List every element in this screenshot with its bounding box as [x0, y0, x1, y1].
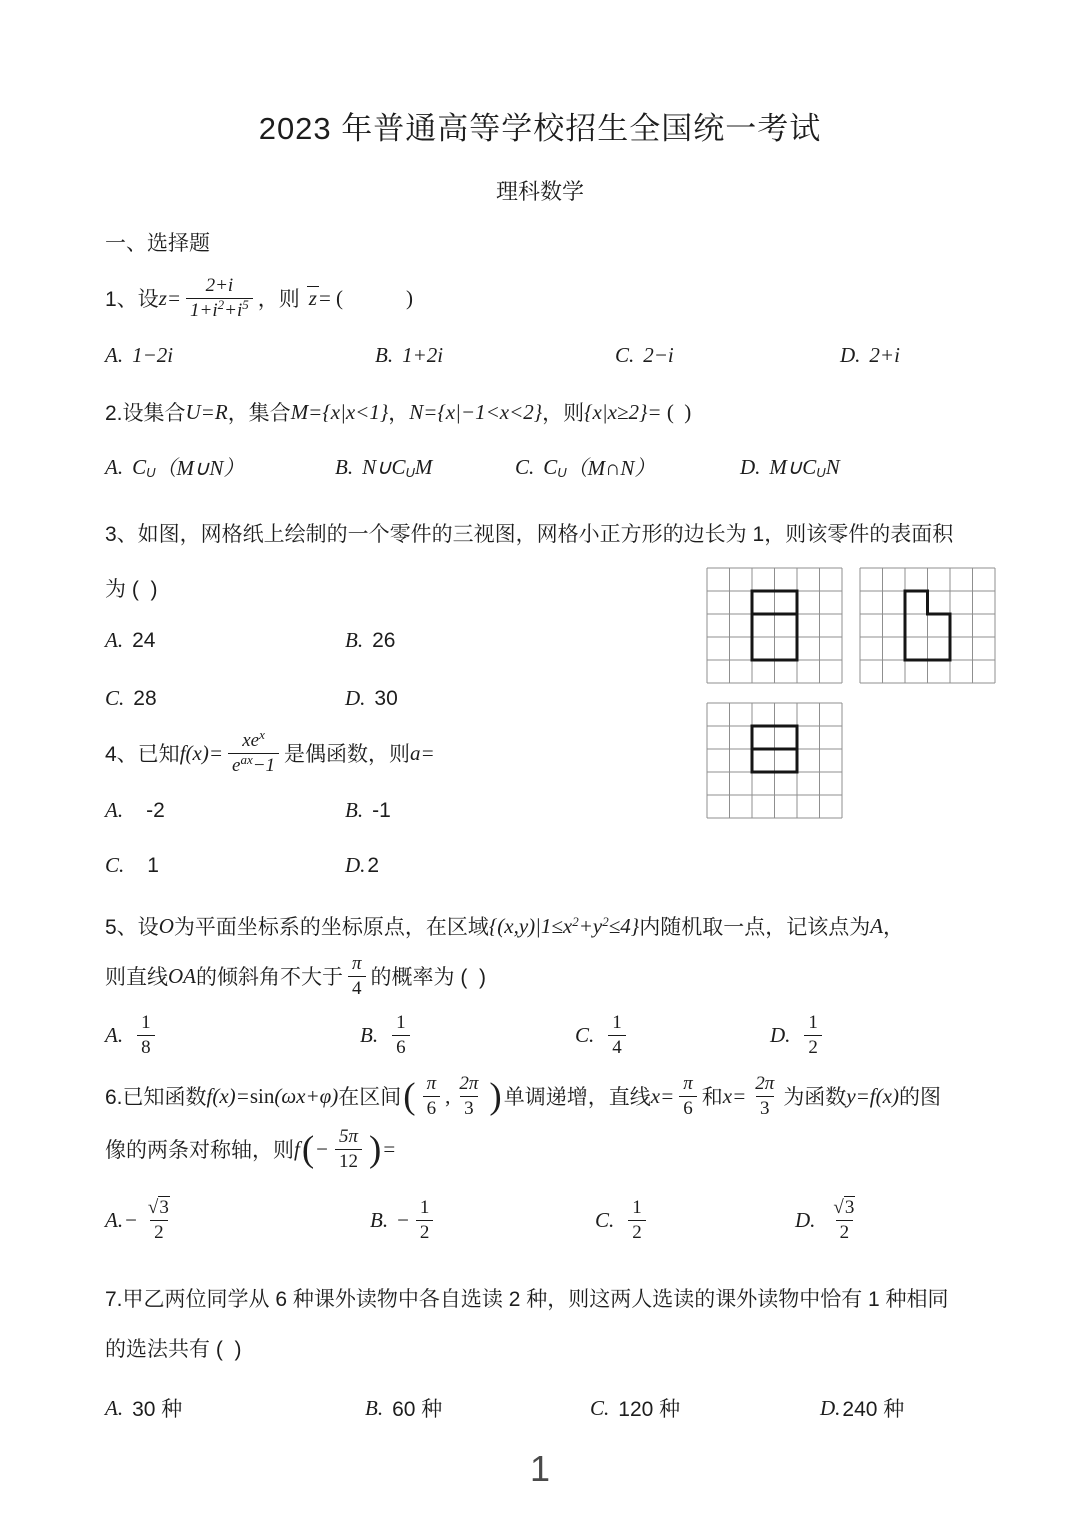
q1-z-conjugate: z: [308, 286, 317, 311]
q1-answer-blank: = ( ): [318, 285, 414, 310]
q4-num-exp: x: [259, 727, 265, 743]
q6-option-a-label: A.: [105, 1207, 124, 1232]
q3-option-b: [345, 628, 1020, 653]
q1-mid-text: ，则: [257, 288, 300, 311]
q1-option-a: [105, 343, 375, 368]
q6-option-b-den: 2: [416, 1220, 434, 1243]
q3-option-a-label: A.: [105, 628, 124, 652]
q7-option-b-value: 60 种: [392, 1398, 443, 1421]
q5-option-b: [360, 1012, 575, 1058]
q5-option-c-num: 1: [612, 1012, 622, 1034]
q4-option-d-value: 2: [367, 853, 380, 877]
q5-option-c-label: C.: [575, 1022, 595, 1047]
q4-option-b-label: B.: [345, 798, 364, 822]
q6-frac-2pi3: [751, 1073, 778, 1119]
q2-option-d: [740, 455, 1020, 480]
q2-text-4: ，则: [542, 402, 585, 425]
q6-x-equals-2: x=: [722, 1083, 747, 1108]
q2-option-a-pre: C: [132, 454, 147, 479]
q1-fraction-denominator: [186, 298, 253, 321]
q5-option-c-den: 4: [608, 1035, 626, 1058]
question-3-options-row1: [105, 628, 1020, 652]
q6-equals: =: [383, 1136, 396, 1161]
q5-option-b-num: 1: [396, 1012, 406, 1034]
q1-option-c: [615, 343, 840, 368]
q2-math-4: {x|x≥2}=: [584, 399, 662, 424]
q5-option-d: [770, 1012, 1020, 1058]
q1-option-d-value: 2+i: [869, 343, 900, 367]
q2-option-d-post: N: [825, 454, 840, 479]
q1-option-a-value: 1−2i: [132, 343, 174, 367]
q3-option-a-value: 24: [132, 628, 156, 652]
q5-option-b-den: 6: [392, 1035, 410, 1058]
q2-option-d-sub: U: [816, 464, 826, 480]
q4-den-base: e: [232, 754, 241, 776]
q6-y-equals-fx: y=f(x): [846, 1083, 899, 1108]
q5-text-5: 则直线: [105, 966, 168, 989]
q5-pi-over-4: [348, 953, 366, 999]
q6-minus-sign: −: [316, 1136, 329, 1161]
q2-math-3: N={x|−1<x<2}: [409, 399, 543, 424]
q1-fraction-numerator: 2+i: [205, 275, 234, 297]
q1-den-exp2: 5: [242, 296, 249, 312]
q1-option-a-label: A.: [105, 343, 124, 367]
q4-option-c-value: 1: [147, 853, 159, 877]
q2-option-b-post: M: [414, 454, 433, 479]
q6-option-b-frac: [416, 1197, 434, 1243]
q5-option-b-label: B.: [360, 1022, 379, 1047]
q5-option-a-num: 1: [141, 1012, 151, 1034]
q6-option-b-num: 1: [419, 1197, 430, 1219]
q6-if2-den: 3: [460, 1096, 478, 1119]
q4-fx-equals: f(x)=: [179, 740, 223, 765]
q6-option-d: [795, 1197, 1020, 1243]
q5-text-6: 的倾斜角不大于: [196, 966, 343, 989]
question-5-stem-line2: [105, 950, 486, 1002]
q6-sin: sin: [249, 1083, 275, 1108]
q4-den-rest: −1: [252, 754, 276, 776]
q6-option-a-minus: −: [125, 1207, 137, 1232]
q6-text-6: 的图: [898, 1086, 941, 1109]
q2-option-c-sub: U: [557, 464, 567, 480]
q4-text-2: 是偶函数，则: [284, 743, 411, 766]
q6-interval-open-paren: (: [403, 1075, 416, 1117]
q7-option-b-label: B.: [365, 1395, 384, 1420]
q5-option-c: [575, 1012, 770, 1058]
q6-f-close-paren: ): [369, 1128, 382, 1170]
q2-option-d-label: D.: [740, 454, 761, 479]
q4-option-a: [105, 798, 345, 823]
q1-option-c-label: C.: [615, 343, 635, 367]
q5-option-c-frac: [608, 1012, 626, 1058]
q4-option-a-label: A.: [105, 798, 124, 822]
q5-point-A: A: [870, 913, 884, 938]
q6-f2-num: π: [683, 1073, 693, 1095]
q3-option-d-value: 30: [374, 686, 398, 710]
q3-option-b-label: B.: [345, 628, 364, 652]
question-4-options-row2: [105, 853, 1020, 877]
q7-option-c-label: C.: [590, 1395, 610, 1420]
q6-option-c-num: 1: [632, 1197, 642, 1219]
q2-math-2: M={x|x<1}: [290, 399, 389, 424]
q6-f4-den: 12: [335, 1149, 362, 1172]
q6-sin-arg: (ωx+φ): [274, 1083, 339, 1108]
q6-option-d-num: [829, 1197, 859, 1219]
q6-text-1: 6.已知函数: [105, 1086, 207, 1109]
three-view-front-grid: [706, 567, 843, 684]
q6-text-7: 像的两条对称轴，则: [105, 1139, 294, 1162]
q7-option-d: [820, 1393, 1020, 1423]
q3-option-d: [345, 686, 1020, 711]
q2-text-3: ，: [388, 402, 410, 425]
question-6-options: [105, 1192, 1020, 1248]
q5-option-a: [105, 1012, 360, 1058]
q6-option-d-radical: √: [833, 1197, 844, 1219]
q2-option-b-sub: U: [405, 464, 415, 480]
q7-option-b: [365, 1393, 590, 1423]
question-3-stem-line1: 3、如图，网格纸上绘制的一个零件的三视图，网格小正方形的边长为 1，则该零件的表面积: [105, 523, 954, 546]
q1-den-exp1: 2: [217, 296, 225, 312]
q2-option-c-label: C.: [515, 454, 535, 479]
q2-option-a-label: A.: [105, 454, 124, 479]
q6-f3-den: 3: [756, 1096, 774, 1119]
q5-option-b-frac: [392, 1012, 410, 1058]
q6-f2-den: 6: [679, 1096, 697, 1119]
q5-pi-num: π: [352, 953, 362, 975]
question-7-options: [105, 1393, 1020, 1419]
q6-f3-num: 2π: [755, 1073, 775, 1095]
q4-fraction-denominator: [228, 753, 279, 776]
q6-interval-frac1: [423, 1073, 441, 1119]
q1-option-b-label: B.: [375, 343, 394, 367]
question-4-stem: [105, 726, 435, 780]
q2-option-a-post: （M∪N）: [155, 456, 245, 480]
q3-option-c: [105, 686, 345, 711]
question-5-options: [105, 1008, 1020, 1062]
q5-option-a-label: A.: [105, 1022, 124, 1047]
question-2-stem: [105, 398, 691, 426]
q6-fx-equals: f(x)=: [206, 1083, 250, 1108]
q1-den-base2: +i: [224, 299, 243, 321]
q6-f-open-paren: (: [301, 1128, 315, 1170]
question-4-options-row1: [105, 798, 1020, 822]
q6-option-d-den: 2: [836, 1220, 854, 1243]
q6-text-2: 在区间: [338, 1086, 402, 1109]
q4-fraction-numerator: [238, 727, 269, 752]
q1-option-d: [840, 343, 1020, 368]
q5-option-d-den: 2: [804, 1035, 822, 1058]
q6-if2-num: 2π: [459, 1073, 479, 1095]
three-view-side-grid: [859, 567, 996, 684]
q2-option-a-sub: U: [146, 464, 156, 480]
q6-option-a-radicand: 3: [159, 1197, 169, 1219]
q6-option-c-label: C.: [595, 1207, 615, 1232]
q6-frac-5pi12: [335, 1126, 362, 1172]
q5-text-2: 为平面坐标系的坐标原点，在区域: [173, 916, 489, 939]
question-5-stem-line1: [105, 912, 904, 940]
q6-text-4: 和: [701, 1086, 723, 1109]
q3-option-c-label: C.: [105, 686, 125, 710]
q6-option-a-den: 2: [150, 1220, 168, 1243]
q5-pi-den: 4: [348, 976, 366, 999]
q6-text-5: 为函数: [783, 1086, 847, 1109]
q5-line-OA: OA: [168, 963, 196, 988]
q3-option-c-value: 28: [133, 686, 157, 710]
q4-option-b: [345, 798, 1020, 823]
q5-answer-blank: 的概率为 ( ): [370, 966, 487, 989]
q6-if1-den: 6: [423, 1096, 441, 1119]
q6-option-d-frac: [829, 1197, 859, 1243]
q5-y-exp: 2: [602, 913, 609, 929]
q5-text-1: 5、设: [105, 916, 159, 939]
q4-text-1: 4、已知: [105, 743, 180, 766]
q2-option-d-pre: M∪C: [769, 454, 817, 479]
q4-den-exp: ax: [240, 751, 253, 767]
q6-interval-frac2: [455, 1073, 482, 1119]
q2-option-c-pre: C: [543, 454, 558, 479]
q2-option-b-label: B.: [335, 454, 354, 479]
q5-set-part3: ≤4}: [608, 913, 640, 938]
page-title: 2023 年普通高等学校招生全国统一考试: [258, 111, 822, 146]
q5-origin-O: O: [158, 913, 174, 938]
q6-option-a: [105, 1197, 370, 1243]
q1-option-c-value: 2−i: [643, 343, 674, 367]
q7-option-c: [590, 1393, 820, 1423]
q5-option-d-num: 1: [808, 1012, 818, 1034]
q2-math-1: U=R: [185, 399, 228, 424]
q2-option-c: [515, 452, 740, 482]
q6-text-3: 单调递增，直线: [503, 1086, 651, 1109]
q6-option-b-label: B.: [370, 1207, 389, 1232]
q5-text-4: ，: [883, 916, 905, 939]
q4-option-c-label: C.: [105, 853, 125, 877]
q6-option-c-frac: [628, 1197, 646, 1243]
q5-option-a-frac: [137, 1012, 155, 1058]
q3-option-d-label: D.: [345, 686, 366, 710]
q5-option-a-den: 8: [137, 1035, 155, 1058]
q5-set-part1: {(x,y)|1≤x: [488, 913, 573, 938]
q2-text-1: 2.设集合: [105, 402, 186, 425]
question-6-stem-line2: [105, 1122, 395, 1176]
q6-interval-close-paren: ): [489, 1075, 502, 1117]
q6-x-equals-1: x=: [650, 1083, 675, 1108]
section-heading: 一、选择题: [105, 232, 210, 255]
q6-f-symbol: f: [294, 1136, 300, 1161]
q7-option-c-value: 120 种: [618, 1398, 681, 1421]
q1-lead-text: 1、设: [105, 288, 159, 311]
page-number: 1: [529, 1448, 551, 1489]
q1-option-b: [375, 343, 615, 368]
q6-option-c: [595, 1197, 795, 1243]
q5-x-exp: 2: [572, 913, 579, 929]
q4-option-a-value: -2: [146, 798, 165, 822]
q6-option-a-frac: [144, 1197, 174, 1243]
q1-z-equals: z=: [158, 285, 182, 310]
q5-region-set: [489, 914, 639, 939]
question-1-options: [105, 343, 1020, 367]
subject-subtitle: 理科数学: [495, 179, 584, 204]
q2-option-c-post: （M∩N）: [566, 456, 656, 480]
q6-option-b: [370, 1197, 595, 1243]
q6-f4-num: 5π: [339, 1126, 359, 1148]
q5-text-3: 内随机取一点，记该点为: [639, 916, 871, 939]
q4-num-base: xe: [242, 730, 260, 752]
q4-option-b-value: -1: [372, 798, 391, 822]
q3-option-a: [105, 628, 345, 653]
question-6-stem-line1: [105, 1068, 941, 1124]
q6-option-a-num: [144, 1197, 174, 1219]
q1-den-base1: 1+i: [190, 299, 218, 321]
q6-if1-num: π: [426, 1073, 437, 1095]
question-7-stem-line2: 的选法共有 ( ): [105, 1338, 242, 1361]
q2-text-2: ，集合: [227, 402, 291, 425]
q6-option-b-minus: −: [397, 1207, 409, 1232]
q4-option-d-label: D.: [345, 853, 366, 877]
q6-option-c-den: 2: [628, 1220, 646, 1243]
q2-answer-blank: ( ): [661, 399, 692, 424]
q3-option-b-value: 26: [372, 628, 396, 652]
q4-a-equals: a=: [410, 740, 435, 765]
q6-frac-pi6: [679, 1073, 697, 1119]
q6-option-a-radical: √: [147, 1197, 159, 1219]
q2-option-b: [335, 455, 515, 480]
q7-option-d-value: 240 种: [842, 1398, 905, 1421]
question-1-stem: [105, 270, 413, 326]
q7-option-a: [105, 1393, 365, 1423]
q7-option-d-label: D.: [820, 1395, 841, 1420]
question-7-stem-line1: 7.甲乙两位同学从 6 种课外读物中各自选读 2 种，则这两人选读的课外读物中恰有 1 种相同: [105, 1288, 949, 1311]
q4-option-c: [105, 853, 345, 878]
q2-option-a: [105, 452, 335, 482]
q1-fraction: [186, 275, 253, 321]
q2-option-b-pre: N∪C: [362, 454, 406, 479]
q6-option-d-radicand: 3: [844, 1197, 855, 1219]
question-3-stem-line2: 为 ( ): [105, 578, 158, 601]
q7-option-a-value: 30 种: [132, 1398, 183, 1421]
q4-fraction: [228, 727, 279, 776]
q6-interval-comma: ,: [445, 1083, 451, 1108]
question-2-options: [105, 452, 1020, 480]
question-3-options-row2: [105, 686, 1020, 710]
q4-option-d: [345, 853, 1020, 878]
q6-option-d-label: D.: [795, 1207, 816, 1232]
q1-option-b-value: 1+2i: [402, 343, 444, 367]
q1-option-d-label: D.: [840, 343, 861, 367]
q5-option-d-frac: [804, 1012, 822, 1058]
q7-option-a-label: A.: [105, 1395, 124, 1420]
q5-option-d-label: D.: [770, 1022, 791, 1047]
q5-set-part2: +y: [578, 913, 603, 938]
